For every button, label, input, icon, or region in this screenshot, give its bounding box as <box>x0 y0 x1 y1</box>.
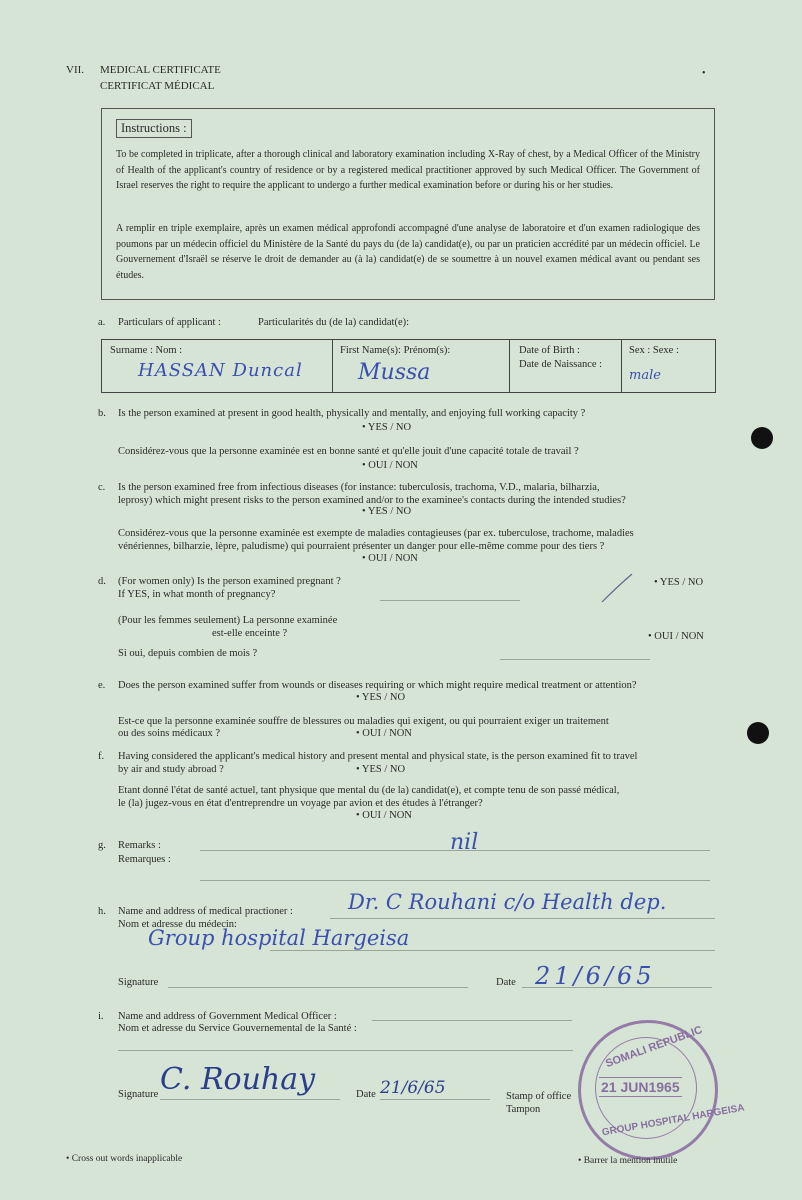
practitioner-signature-label: Signature <box>118 977 159 988</box>
section-a-label-fr: Particularités du (de la) candidat(e): <box>258 317 410 328</box>
section-g-letter: g. <box>98 840 106 851</box>
dob-label-en: Date of Birth : <box>519 345 580 356</box>
section-c-question-en-2: leprosy) which might present risks to the person examined and/or to the examinee's contacts during the intended studies? <box>118 495 626 506</box>
gov-signature-value: C. Rouhay <box>160 1062 316 1097</box>
section-number: VII. <box>66 64 85 76</box>
section-b-letter: b. <box>98 408 106 419</box>
practitioner-label-fr: Nom et adresse du médecin: <box>118 919 237 930</box>
gov-officer-label-fr: Nom et adresse du Service Gouvernemental de la Santé : <box>118 1023 357 1034</box>
firstname-label: First Name(s): Prénom(s): <box>340 345 451 356</box>
applicant-grid <box>101 339 716 393</box>
surname-cell <box>102 340 333 392</box>
section-f-question-en-1: Having considered the applicant's medical history and present mental and physical state, is the person examined fit to travel <box>118 751 638 762</box>
practitioner-value-1: Dr. C Rouhani c/o Health dep. <box>348 890 667 914</box>
section-d-question-fr-2: est-elle enceinte ? <box>212 628 288 639</box>
title-en: MEDICAL CERTIFICATE <box>100 64 221 76</box>
section-a-label-en: Particulars of applicant : <box>118 317 221 328</box>
practitioner-value-2: Group hospital Hargeisa <box>148 926 410 950</box>
section-d-answer-en: • YES / NO <box>654 577 704 588</box>
section-c-question-fr-1: Considérez-vous que la personne examinée est exempte de maladies contagieuses (par ex. tuberculose, trachome, maladies <box>118 528 634 539</box>
gov-date-label: Date <box>356 1089 376 1100</box>
section-h-letter: h. <box>98 906 106 917</box>
footer-left: • Cross out words inapplicable <box>66 1154 183 1164</box>
stamp-label-en: Stamp of office <box>506 1091 572 1102</box>
gov-signature-line <box>160 1099 340 1100</box>
instructions-en: To be completed in triplicate, after a thorough clinical and laboratory examination including X-Ray of chest, by a Medical Officer of the Ministry of Health of the applicant's country of residence or by a registered medical practitioner approved by such Medical Officer. The Government of Israel reserves the right to require the applicant to undergo a further medical examination before or during his or her studies. <box>116 149 700 191</box>
section-c-answer-en: • YES / NO <box>362 506 412 517</box>
practitioner-label-en: Name and address of medical practioner : <box>118 906 293 917</box>
practitioner-date-label: Date <box>496 977 516 988</box>
gov-officer-line-1 <box>372 1020 572 1021</box>
section-b-question-fr: Considérez-vous que la personne examinée est en bonne santé et qu'elle jouit d'une capacité totale de travail ? <box>118 446 579 457</box>
gov-date-line <box>380 1099 490 1100</box>
section-e-letter: e. <box>98 680 106 691</box>
section-b-answer-fr: • OUI / NON <box>362 460 418 471</box>
sex-cell <box>621 340 714 392</box>
instructions-fr: A remplir en triple exemplaire, après un examen médical approfondi accompagné d'une analyse de laboratoire et d'un examen radiologique des poumons par un médecin officiel du Ministère de la Santé du pays du (de la) candidat(e), ou par un praticien accrédité par un médecin officiel. Le Gouvernement d'Israël se réserve le droit de demander au (à la) candidat(e) de se soumettre à un nouvel examen médical avant ou pendant ses études. <box>116 223 700 281</box>
section-e-question-en: Does the person examined suffer from wounds or diseases requiring or which might require medical treatment or attention? <box>118 680 637 691</box>
punch-hole-bottom <box>747 722 769 744</box>
remarks-label-en: Remarks : <box>118 840 161 851</box>
instructions-title: Instructions : <box>116 119 192 138</box>
instructions-box <box>101 108 715 300</box>
practitioner-signature-line <box>168 987 468 988</box>
section-c-letter: c. <box>98 482 106 493</box>
section-e-answer-fr: • OUI / NON <box>356 728 412 739</box>
section-f-question-en-2: by air and study abroad ? <box>118 764 224 775</box>
section-d-answer-fr: • OUI / NON <box>648 631 704 642</box>
section-f-letter: f. <box>98 751 105 762</box>
remarks-line-1 <box>200 850 710 851</box>
pregnancy-month-line <box>380 600 520 601</box>
remarks-label-fr: Remarques : <box>118 854 171 865</box>
bullet-mark: • <box>702 68 706 79</box>
stamp-date: 21 JUN1965 <box>601 1079 680 1095</box>
section-f-answer-fr: • OUI / NON <box>356 810 412 821</box>
pregnancy-months-line <box>500 659 650 660</box>
section-d-letter: d. <box>98 576 106 587</box>
dob-cell <box>509 340 622 392</box>
official-stamp <box>578 1020 746 1160</box>
section-c-answer-fr: • OUI / NON <box>362 553 418 564</box>
section-c-question-fr-2: vénériennes, bilharzie, lèpre, paludisme) qui pourraient présenter un danger pour elle-même comme pour des tiers ? <box>118 541 605 552</box>
punch-hole-top <box>751 427 773 449</box>
firstname-cell <box>332 340 510 392</box>
practitioner-date-value: 21/6/65 <box>535 962 656 990</box>
section-a-letter: a. <box>98 317 106 328</box>
section-b-question-en: Is the person examined at present in good health, physically and mentally, and enjoying full working capacity ? <box>118 408 586 419</box>
gov-date-value: 21/6/65 <box>380 1078 446 1098</box>
remarks-value: nil <box>450 830 479 855</box>
section-c-question-en-1: Is the person examined free from infectious diseases (for instance: tuberculosis, trachoma, V.D., malaria, bilharzia, <box>118 482 600 493</box>
section-f-question-fr-2: le (la) jugez-vous en état d'entreprendre un voyage par avion et des études à l'étranger? <box>118 798 483 809</box>
sex-label: Sex : Sexe : <box>629 345 679 356</box>
practitioner-date-line <box>522 987 712 988</box>
remarks-line-2 <box>200 880 710 881</box>
practitioner-line-2 <box>270 950 715 951</box>
stamp-top-text: SOMALI REPUBLIC <box>604 1023 705 1071</box>
stamp-bottom-text: GROUP HOSPITAL HARGEISA <box>601 1102 746 1139</box>
dob-label-fr: Date de Naissance : <box>519 359 603 370</box>
section-e-answer-en: • YES / NO <box>356 692 406 703</box>
section-e-question-fr-2: ou des soins médicaux ? <box>118 728 221 739</box>
section-i-letter: i. <box>98 1011 104 1022</box>
section-d-question-en-2: If YES, in what month of pregnancy? <box>118 589 276 600</box>
section-f-question-fr-1: Etant donné l'état de santé actuel, tant physique que mental du (de la) candidat(e), et compte tenu de son passé médical, <box>118 785 620 796</box>
surname-label: Surname : Nom : <box>110 345 183 356</box>
section-e-question-fr-1: Est-ce que la personne examinée souffre de blessures ou maladies qui exigent, ou qui pourraient exiger un traitement <box>118 716 609 727</box>
section-d-question-en-1: (For women only) Is the person examined pregnant ? <box>118 576 341 587</box>
gov-officer-label-en: Name and address of Government Medical Officer : <box>118 1011 337 1022</box>
firstname-value: Mussa <box>358 360 431 385</box>
section-d-question-fr-3: Si oui, depuis combien de mois ? <box>118 648 258 659</box>
surname-value: HASSAN Duncal <box>138 360 303 381</box>
stamp-label-fr: Tampon <box>506 1104 541 1115</box>
gov-officer-line-2 <box>118 1050 573 1051</box>
section-d-question-fr-1: (Pour les femmes seulement) La personne examinée <box>118 615 338 626</box>
section-f-answer-en: • YES / NO <box>356 764 406 775</box>
title-fr: CERTIFICAT MÉDICAL <box>100 80 215 92</box>
sex-value: male <box>629 368 661 383</box>
footer-right: • Barrer la mention inutile <box>578 1156 678 1166</box>
section-b-answer-en: • YES / NO <box>362 422 412 433</box>
handwritten-strike-d <box>598 572 638 606</box>
practitioner-line-1 <box>330 918 715 919</box>
gov-signature-label: Signature <box>118 1089 159 1100</box>
